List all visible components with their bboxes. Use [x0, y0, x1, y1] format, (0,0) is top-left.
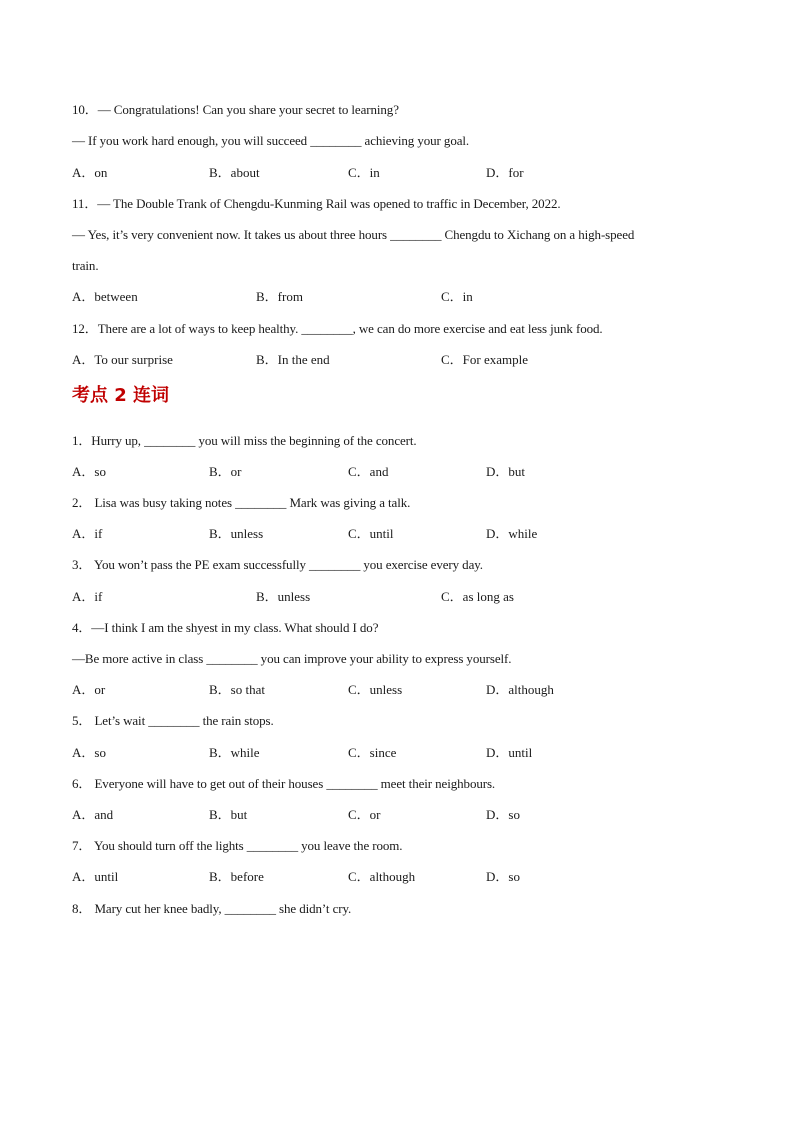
- section-heading: 考点 2 连词: [72, 385, 170, 406]
- conj-q5-option-d: D．until: [486, 745, 533, 760]
- conj-question-2: 2． Lisa was busy taking notes ________ Mark was giving a talk.: [72, 495, 411, 510]
- q10-option-c: C．in: [348, 165, 380, 180]
- q10-option-b: B．about: [209, 165, 260, 180]
- conj-q1-option-c: C．and: [348, 464, 389, 479]
- conj-q5-option-a: A．so: [72, 745, 106, 760]
- conj-q1-option-b: B．or: [209, 464, 242, 479]
- q12-option-b: B．In the end: [256, 352, 330, 367]
- conj-q2-option-c: C．until: [348, 526, 394, 541]
- q11-option-a: A．between: [72, 289, 138, 304]
- conj-question-1: 1．Hurry up, ________ you will miss the beginning of the concert.: [72, 433, 417, 448]
- q12-option-c: C．For example: [441, 352, 529, 367]
- conj-question-6: 6． Everyone will have to get out of their houses ________ meet their neighbours.: [72, 776, 496, 791]
- conj-q1-option-a: A．so: [72, 464, 106, 479]
- conj-q2-option-b: B．unless: [209, 526, 264, 541]
- conj-q4-option-a: A．or: [72, 682, 106, 697]
- conj-q5-option-b: B．while: [209, 745, 260, 760]
- conj-q6-option-d: D．so: [486, 807, 520, 822]
- conj-q7-option-d: D．so: [486, 869, 520, 884]
- conj-question-4-response: —Be more active in class ________ you can improve your ability to express yourself.: [72, 651, 512, 666]
- conj-question-8: 8． Mary cut her knee badly, ________ she didn’t cry.: [72, 901, 352, 916]
- conj-q6-option-a: A．and: [72, 807, 114, 822]
- question-12-prompt: 12．There are a lot of ways to keep healthy. ________, we can do more exercise and eat less junk food.: [72, 321, 603, 336]
- question-10-response: — If you work hard enough, you will succeed ________ achieving your goal.: [72, 133, 470, 148]
- q11-option-c: C．in: [441, 289, 473, 304]
- conj-q7-option-c: C．although: [348, 869, 416, 884]
- conj-question-3: 3． You won’t pass the PE exam successfully ________ you exercise every day.: [72, 557, 483, 572]
- conj-q2-option-d: D．while: [486, 526, 538, 541]
- conj-q4-option-b: B．so that: [209, 682, 265, 697]
- conj-q7-option-a: A．until: [72, 869, 119, 884]
- question-11-response-cont: train.: [72, 258, 99, 273]
- conj-q3-option-a: A．if: [72, 589, 103, 604]
- conj-q4-option-d: D．although: [486, 682, 554, 697]
- q12-option-a: A．To our surprise: [72, 352, 173, 367]
- conj-question-5: 5． Let’s wait ________ the rain stops.: [72, 713, 274, 728]
- question-11-prompt: 11．— The Double Trank of Chengdu-Kunming Rail was opened to traffic in December, 2022.: [72, 196, 561, 211]
- question-10-prompt: 10．— Congratulations! Can you share your secret to learning?: [72, 102, 399, 117]
- conj-q6-option-c: C．or: [348, 807, 381, 822]
- conj-q3-option-c: C．as long as: [441, 589, 514, 604]
- conj-q1-option-d: D．but: [486, 464, 526, 479]
- q11-option-b: B．from: [256, 289, 303, 304]
- q10-option-a: A．on: [72, 165, 108, 180]
- conj-question-4-prompt: 4．—I think I am the shyest in my class. What should I do?: [72, 620, 379, 635]
- conj-question-7: 7． You should turn off the lights ________ you leave the room.: [72, 838, 403, 853]
- conj-q5-option-c: C．since: [348, 745, 397, 760]
- conj-q4-option-c: C．unless: [348, 682, 403, 697]
- conj-q3-option-b: B．unless: [256, 589, 311, 604]
- question-11-response: — Yes, it’s very convenient now. It takes us about three hours ________ Chengdu to Xichang on a high-speed: [72, 227, 635, 242]
- conj-q2-option-a: A．if: [72, 526, 103, 541]
- conj-q6-option-b: B．but: [209, 807, 248, 822]
- conj-q7-option-b: B．before: [209, 869, 264, 884]
- q10-option-d: D．for: [486, 165, 524, 180]
